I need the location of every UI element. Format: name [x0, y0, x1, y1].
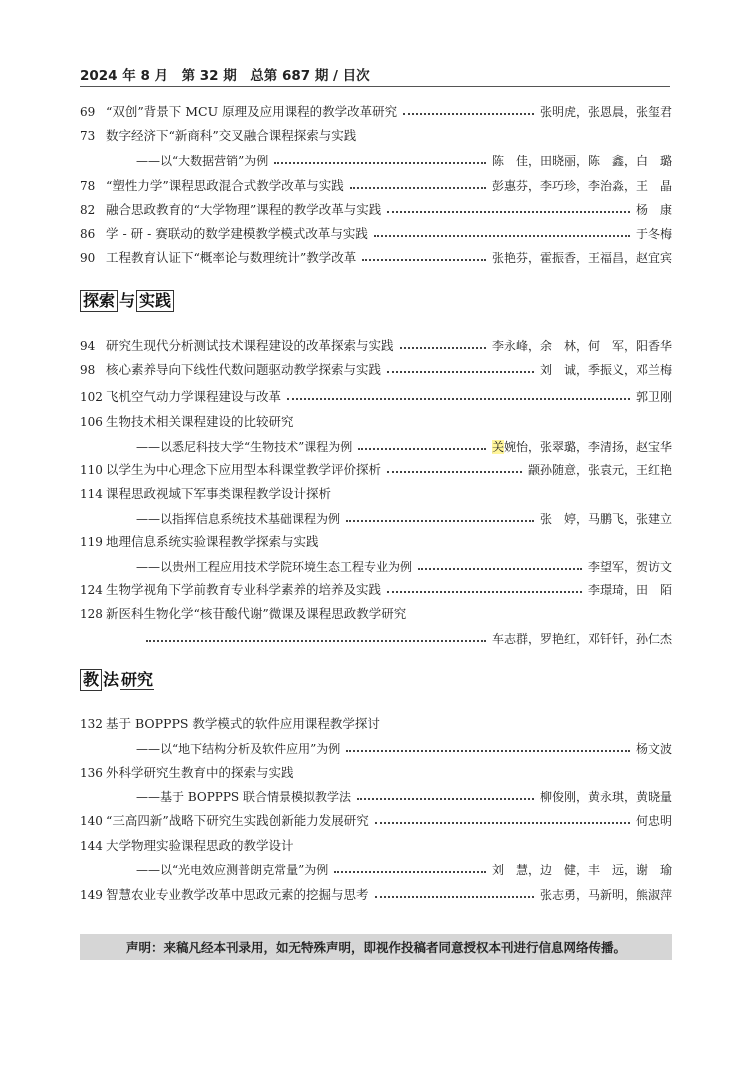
toc-entry[interactable]: [80, 761, 672, 781]
entry-title: 新医科生物化学“核苷酸代谢”微课及课程思政教学研究: [106, 606, 407, 621]
leader-dots: [357, 798, 534, 800]
page-number: 110: [80, 463, 103, 477]
entry-subtitle: ——以“光电效应测普朗克常量”为例: [136, 863, 329, 877]
entry-authors: 张 婷，马鹏飞，张建立: [539, 512, 672, 526]
entry-authors: 张艳芬，霍振香，王福昌，赵宜宾: [491, 251, 672, 265]
toc-entry[interactable]: [80, 883, 672, 903]
page-number: 90: [80, 251, 96, 265]
page-number: 144: [80, 839, 103, 853]
page-number: 86: [80, 227, 96, 241]
section-title-part: 探索: [80, 290, 118, 312]
entry-authors: 杨文波: [635, 742, 672, 756]
toc-entry[interactable]: [80, 198, 672, 218]
leader-dots: [274, 162, 486, 164]
issue-header: 2024 年 8 月 第 32 期 总第 687 期 / 目次: [80, 68, 370, 84]
page-number: 149: [80, 888, 103, 902]
entry-title: “塑性力学”课程思政混合式教学改革与实践: [106, 178, 344, 193]
entry-authors: 何忠明: [635, 814, 672, 828]
leader-dots: [418, 568, 582, 570]
page-number: 98: [80, 363, 96, 377]
entry-authors: 张明虎，张恩晨，张玺君: [539, 105, 672, 119]
entry-authors: 李璟琦，田 陌: [587, 583, 672, 597]
entry-title: 外科学研究生教育中的探索与实践: [106, 765, 294, 780]
toc-entry[interactable]: [80, 124, 672, 144]
leader-dots: [403, 113, 534, 115]
entry-title: 智慧农业专业教学改革中思政元素的挖掘与思考: [106, 887, 369, 902]
entry-subtitle: ——基于 BOPPPS 联合情景模拟教学法: [136, 790, 351, 804]
section-title-part: 与: [119, 291, 136, 310]
toc-entry-subtitle-row: [106, 149, 672, 169]
toc-entry-subtitle-row: [106, 858, 672, 878]
page-number: 128: [80, 607, 103, 621]
leader-dots: [387, 371, 534, 373]
toc-entry[interactable]: [80, 385, 672, 405]
page-number: 140: [80, 814, 103, 828]
leader-dots: [375, 822, 630, 824]
entry-authors: 杨 康: [635, 203, 672, 217]
page-number: 124: [80, 583, 103, 597]
toc-entry[interactable]: [80, 100, 672, 120]
section-title-part: 教: [80, 669, 102, 691]
entry-title: 地理信息系统实验课程教学探索与实践: [106, 534, 319, 549]
page-number: 106: [80, 415, 103, 429]
section-title-part: 法: [103, 670, 120, 689]
entry-authors: 刘 诚，季振义，邓兰梅: [539, 363, 672, 377]
leader-dots: [362, 259, 486, 261]
page-number: 102: [80, 390, 103, 404]
toc-entry-authors-row: [146, 627, 672, 647]
page-number: 136: [80, 766, 103, 780]
toc-entry-subtitle-row: [106, 555, 672, 575]
section-title-part: 实践: [136, 290, 174, 312]
header-rule: [80, 86, 670, 87]
toc-entry[interactable]: [80, 712, 672, 732]
entry-authors: 李望军，贺访文: [587, 560, 672, 574]
entry-authors: 张志勇，马新明，熊淑萍: [539, 888, 672, 902]
toc-entry-subtitle-row: [106, 785, 672, 805]
toc-entry[interactable]: [80, 530, 672, 550]
page-number: 69: [80, 105, 96, 119]
toc-entry[interactable]: [80, 458, 672, 478]
leader-dots: [334, 871, 486, 873]
toc-entry[interactable]: [80, 834, 672, 854]
leader-dots: [146, 640, 486, 642]
leader-dots: [387, 211, 630, 213]
entry-authors: 刘 慧，边 健，丰 远，谢 瑜: [491, 863, 672, 877]
copyright-notice: 声明：来稿凡经本刊录用，如无特殊声明，即视作投稿者同意授权本刊进行信息网络传播。: [80, 934, 672, 960]
toc-entry[interactable]: [80, 334, 672, 354]
page-number: 114: [80, 487, 103, 501]
entry-authors: 车志群，罗艳红，邓钎钎，孙仁杰: [491, 632, 672, 646]
leader-dots: [287, 398, 630, 400]
toc-entry[interactable]: [80, 410, 672, 430]
entry-authors: 柳俊刚，黄永琪，黄晓量: [539, 790, 672, 804]
entry-title: 基于 BOPPPS 教学模式的软件应用课程教学探讨: [106, 716, 380, 731]
toc-entry[interactable]: [80, 246, 672, 266]
toc-entry[interactable]: [80, 482, 672, 502]
toc-entry-subtitle-row: [106, 737, 672, 757]
toc-entry[interactable]: [80, 222, 672, 242]
entry-authors: 彭惠芬，李巧珍，李治淼，王 晶: [491, 179, 672, 193]
leader-dots: [346, 520, 534, 522]
entry-authors-rest: 婉怡，张翠璐，李清扬，赵宝华: [503, 440, 672, 454]
page-number: 119: [80, 535, 103, 549]
page-number: 132: [80, 717, 103, 731]
entry-title: 学 - 研 - 赛联动的数学建模教学模式改革与实践: [106, 226, 368, 241]
page-number: 78: [80, 179, 96, 193]
entry-title: 核心素养导向下线性代数问题驱动教学探索与实践: [106, 362, 382, 377]
toc-entry[interactable]: [80, 602, 672, 622]
entry-title: 融合思政教育的“大学物理”课程的教学改革与实践: [106, 202, 382, 217]
entry-authors: 于冬梅: [635, 227, 672, 241]
entry-subtitle: ——以悉尼科技大学“生物技术”课程为例: [136, 440, 353, 454]
section-title-teaching-methods: [80, 669, 154, 691]
toc-entry-subtitle-row: [106, 507, 672, 527]
entry-title: 大学物理实验课程思政的教学设计: [106, 838, 294, 853]
toc-entry[interactable]: [80, 809, 672, 829]
toc-entry-subtitle-row: [106, 435, 672, 455]
entry-title: 数字经济下“新商科”交叉融合课程探索与实践: [106, 128, 357, 143]
page-number: 82: [80, 203, 96, 217]
entry-title: 工程教育认证下“概率论与数理统计”教学改革: [106, 250, 357, 265]
entry-subtitle: ——以“地下结构分析及软件应用”为例: [136, 742, 341, 756]
toc-entry[interactable]: [80, 174, 672, 194]
toc-entry[interactable]: [80, 358, 672, 378]
leader-dots: [375, 896, 534, 898]
entry-title: “三高四新”战略下研究生实践创新能力发展研究: [106, 813, 369, 828]
highlighted-text: 关: [491, 440, 504, 454]
entry-title: “双创”背景下 MCU 原理及应用课程的教学改革研究: [106, 104, 398, 119]
entry-authors: [492, 439, 672, 455]
leader-dots: [387, 591, 582, 593]
entry-subtitle: ——以指挥信息系统技术基础课程为例: [136, 512, 341, 526]
entry-title: 飞机空气动力学课程建设与改革: [106, 389, 282, 404]
entry-authors: 李永峰，余 林，何 军，阳香华: [491, 339, 672, 353]
leader-dots: [346, 750, 630, 752]
leader-dots: [374, 235, 630, 237]
entry-title: 研究生现代分析测试技术课程建设的改革探索与实践: [106, 338, 394, 353]
entry-authors: 陈 佳，田晓丽，陈 鑫，白 璐: [491, 154, 672, 168]
entry-title: 生物学视角下学前教育专业科学素养的培养及实践: [106, 582, 382, 597]
leader-dots: [387, 471, 522, 473]
entry-subtitle: ——以“大数据营销”为例: [136, 154, 269, 168]
leader-dots: [400, 347, 486, 349]
entry-subtitle: ——以贵州工程应用技术学院环境生态工程专业为例: [136, 560, 413, 574]
entry-title: 课程思政视域下军事类课程教学设计探析: [106, 486, 332, 501]
entry-authors: 颛孙随意，张袁元，王红艳: [527, 463, 672, 477]
section-title-practice: [80, 290, 174, 312]
page-number: 73: [80, 129, 96, 143]
leader-dots: [350, 187, 486, 189]
entry-title: 以学生为中心理念下应用型本科课堂教学评价探析: [106, 462, 382, 477]
section-title-part: 研究: [121, 670, 154, 689]
entry-title: 生物技术相关课程建设的比较研究: [106, 414, 294, 429]
entry-authors: 郭卫刚: [635, 390, 672, 404]
toc-entry[interactable]: [80, 578, 672, 598]
leader-dots: [358, 448, 486, 450]
page-number: 94: [80, 339, 96, 353]
